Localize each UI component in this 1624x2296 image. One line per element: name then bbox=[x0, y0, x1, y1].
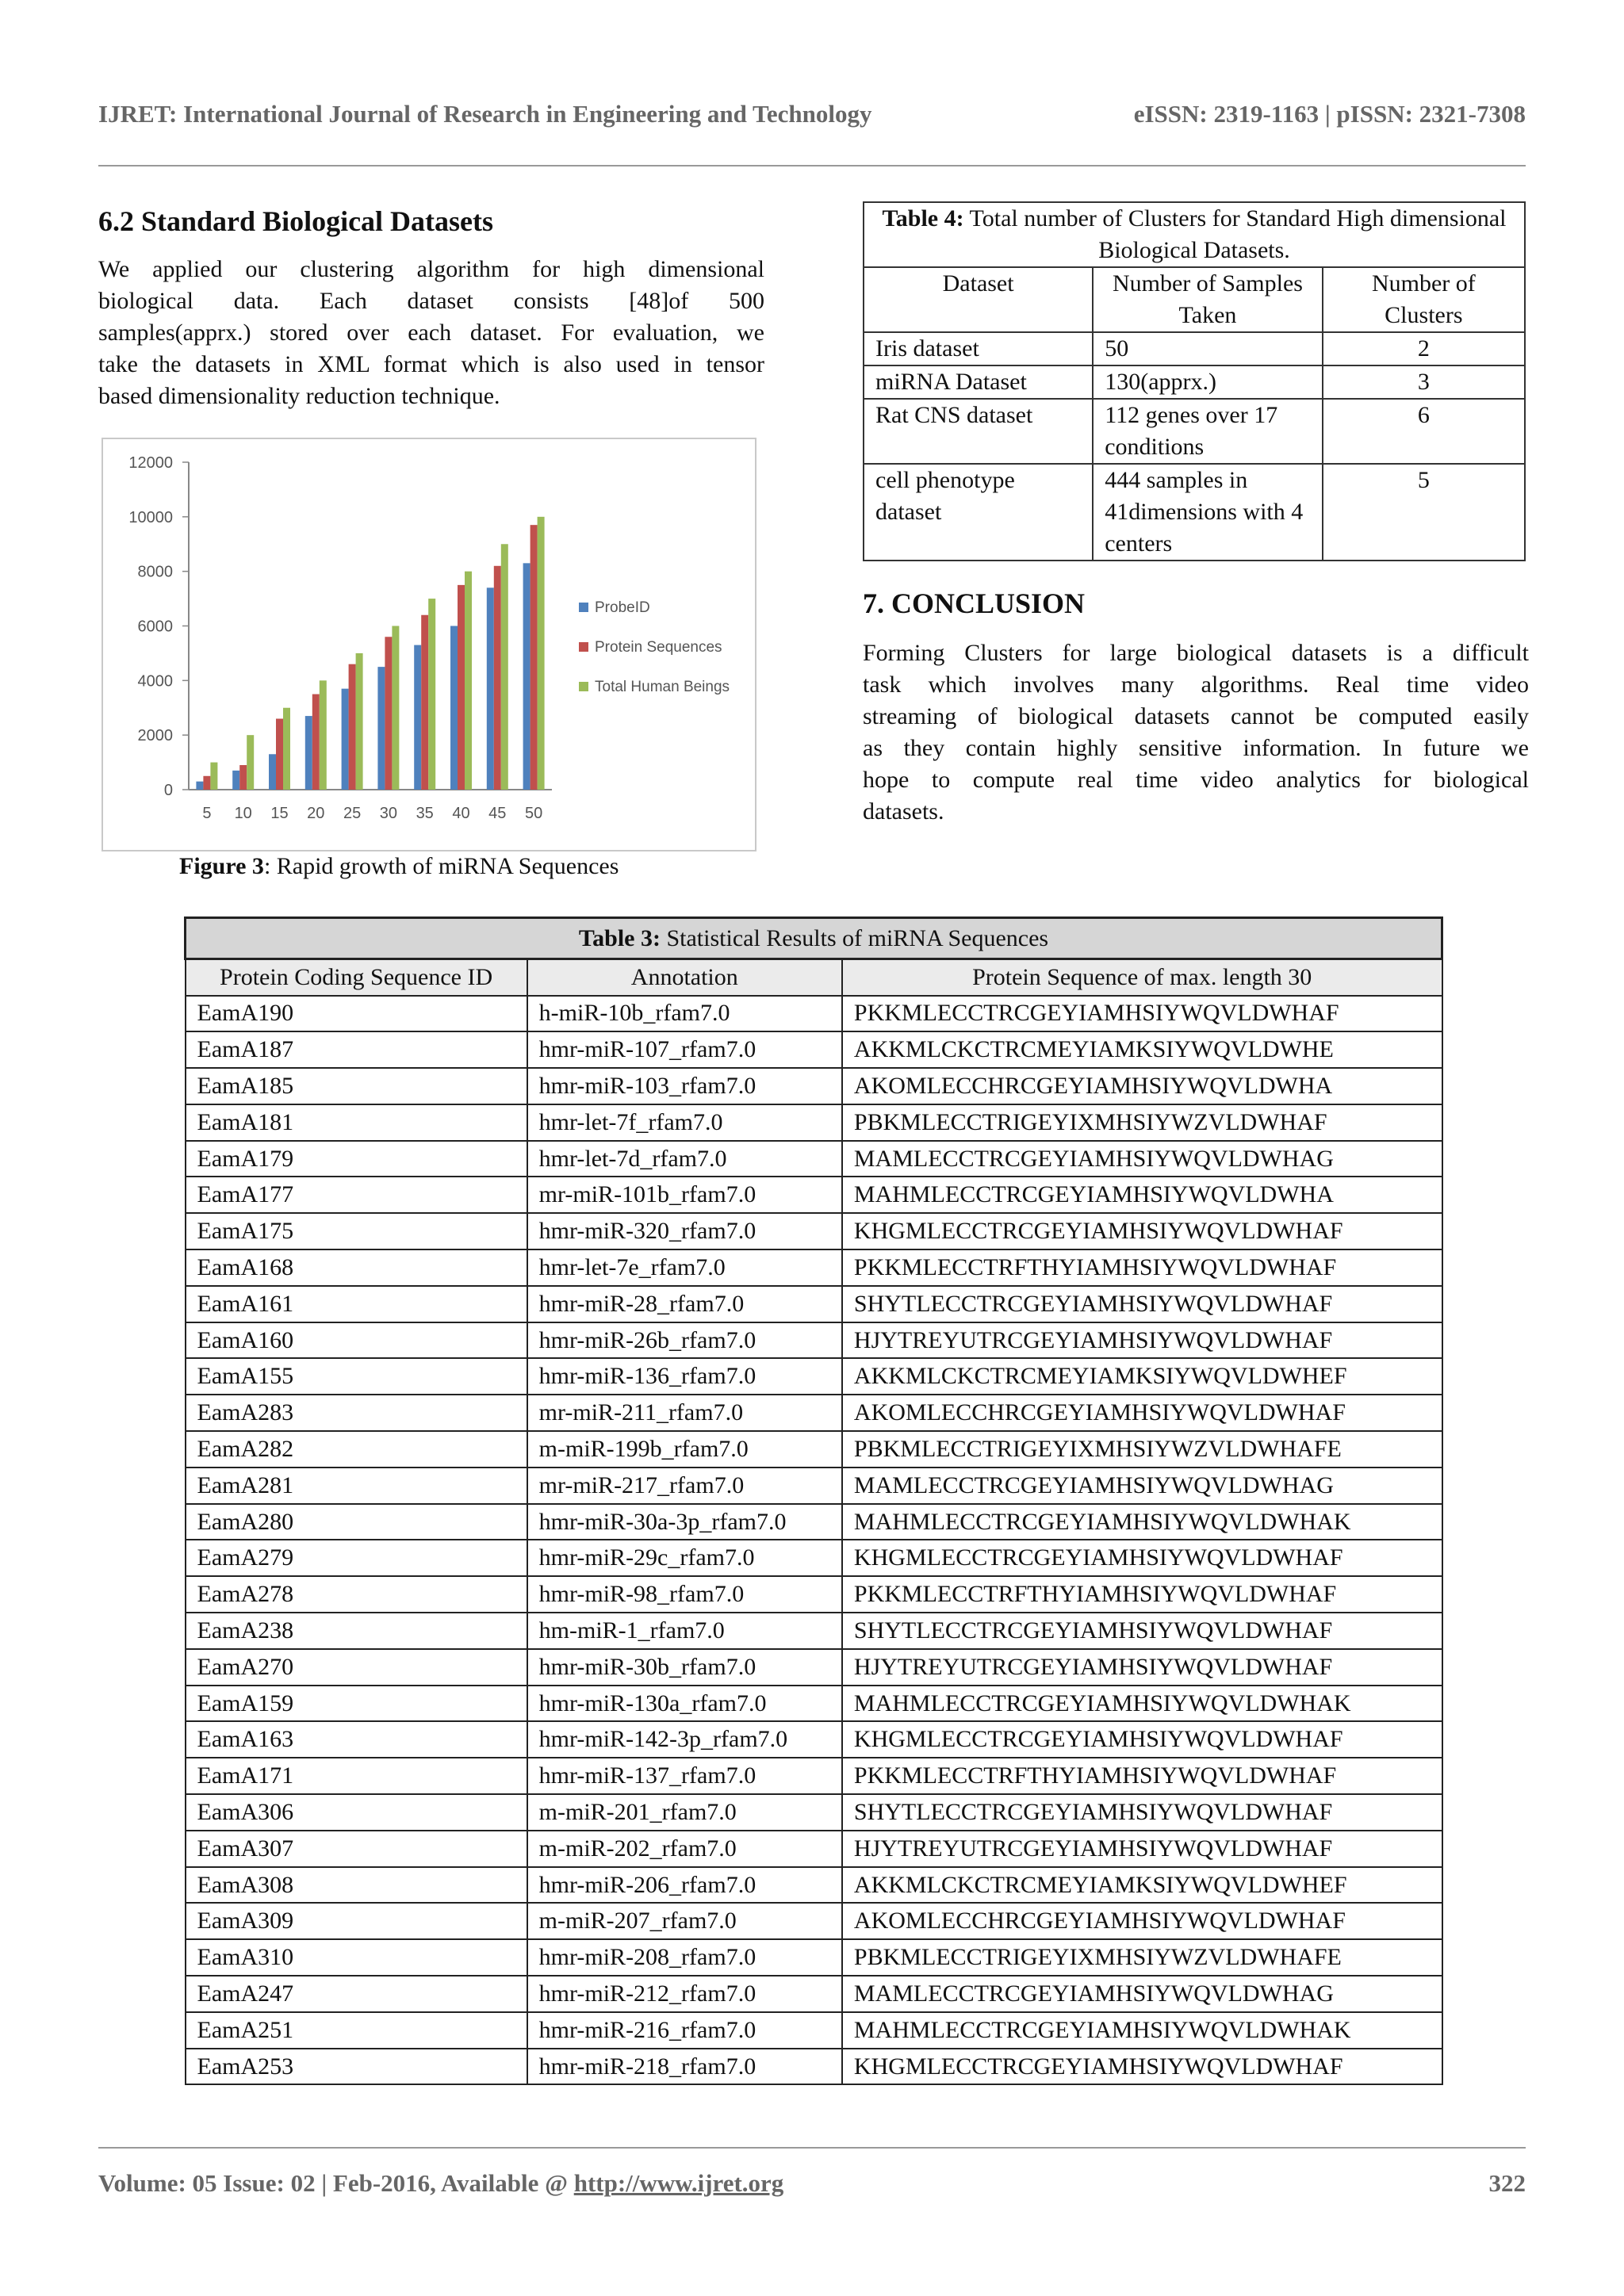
table-cell: 6 bbox=[1323, 399, 1525, 464]
bar bbox=[196, 782, 203, 790]
table-cell: 130(apprx.) bbox=[1093, 365, 1322, 399]
table-cell: 3 bbox=[1323, 365, 1525, 399]
table-cell: EamA185 bbox=[186, 1068, 527, 1104]
table-cell: EamA278 bbox=[186, 1576, 527, 1613]
table-header-cell: Number of Samples Taken bbox=[1093, 267, 1322, 332]
table-4-caption-label: Table 4: bbox=[882, 205, 964, 232]
table-cell: EamA283 bbox=[186, 1395, 527, 1431]
bar bbox=[377, 667, 385, 790]
bar bbox=[239, 765, 247, 790]
table-cell: MAMLECCTRCGEYIAMHSIYWQVLDWHAG bbox=[842, 1468, 1442, 1504]
table-row bbox=[186, 1249, 1442, 1286]
table-cell: mr-miR-217_rfam7.0 bbox=[527, 1468, 842, 1504]
table-4-header-row bbox=[864, 267, 1525, 332]
table-cell: cell phenotype dataset bbox=[864, 464, 1093, 561]
y-tick-label: 0 bbox=[163, 782, 173, 799]
table-header-cell: Number of Clusters bbox=[1323, 267, 1525, 332]
footer-volume-text: Volume: 05 Issue: 02 | Feb-2016, Available @ bbox=[98, 2169, 574, 2197]
bar bbox=[232, 771, 239, 790]
y-tick-label: 12000 bbox=[128, 454, 173, 472]
bar bbox=[414, 645, 421, 790]
bar bbox=[465, 572, 472, 790]
table-cell: hmr-miR-30b_rfam7.0 bbox=[527, 1649, 842, 1686]
table-cell: AKKMLCKCTRCMEYIAMKSIYWQVLDWHEF bbox=[842, 1867, 1442, 1904]
footer-volume bbox=[98, 2169, 783, 2198]
table-cell: EamA177 bbox=[186, 1177, 527, 1213]
bar bbox=[530, 525, 538, 790]
table-row bbox=[186, 1649, 1442, 1686]
paragraph-line: datasets. bbox=[863, 798, 944, 825]
bar bbox=[501, 544, 508, 790]
figure-caption-text: : Rapid growth of miRNA Sequences bbox=[263, 853, 619, 879]
table-cell: hmr-let-7e_rfam7.0 bbox=[527, 1249, 842, 1286]
table-cell: hmr-miR-136_rfam7.0 bbox=[527, 1358, 842, 1395]
table-3-caption bbox=[186, 918, 1442, 959]
table-row bbox=[186, 1468, 1442, 1504]
table-3-caption-text: Statistical Results of miRNA Sequences bbox=[660, 924, 1049, 951]
issn-text: eISSN: 2319-1163 | pISSN: 2321-7308 bbox=[1133, 100, 1526, 128]
table-cell: 444 samples in 41dimensions with 4 centers bbox=[1093, 464, 1322, 561]
bar bbox=[283, 708, 290, 790]
bar bbox=[269, 754, 276, 790]
table-cell: 50 bbox=[1093, 332, 1322, 365]
bar-chart-figure bbox=[102, 438, 756, 851]
table-row bbox=[186, 996, 1442, 1032]
table-cell: AKOMLECCHRCGEYIAMHSIYWQVLDWHAF bbox=[842, 1395, 1442, 1431]
table-cell: EamA179 bbox=[186, 1141, 527, 1177]
x-tick-label: 50 bbox=[524, 805, 543, 822]
bar bbox=[356, 653, 363, 790]
table-row bbox=[186, 1504, 1442, 1540]
table-header-cell: Protein Sequence of max. length 30 bbox=[842, 959, 1442, 996]
table-row bbox=[186, 1867, 1442, 1904]
table-cell: PBKMLECCTRIGEYIXMHSIYWZVLDWHAF bbox=[842, 1104, 1442, 1141]
table-cell: SHYTLECCTRCGEYIAMHSIYWQVLDWHAF bbox=[842, 1794, 1442, 1831]
paragraph-line: streaming of biological datasets cannot be computed easily bbox=[863, 703, 1529, 729]
page-header bbox=[98, 95, 1526, 136]
table-cell: EamA175 bbox=[186, 1213, 527, 1249]
table-cell: miRNA Dataset bbox=[864, 365, 1093, 399]
table-cell: MAMLECCTRCGEYIAMHSIYWQVLDWHAG bbox=[842, 1976, 1442, 2012]
table-cell: PBKMLECCTRIGEYIXMHSIYWZVLDWHAFE bbox=[842, 1431, 1442, 1468]
table-cell: hmr-miR-216_rfam7.0 bbox=[527, 2012, 842, 2049]
table-cell: m-miR-199b_rfam7.0 bbox=[527, 1431, 842, 1468]
table-3-header-row bbox=[186, 959, 1442, 996]
x-tick-label: 45 bbox=[488, 805, 507, 822]
bar bbox=[349, 664, 356, 790]
table-row bbox=[186, 1794, 1442, 1831]
table-row bbox=[864, 399, 1525, 464]
table-row bbox=[864, 464, 1525, 561]
bar-chart bbox=[103, 439, 755, 850]
journal-link[interactable]: http://www.ijret.org bbox=[573, 2169, 784, 2197]
table-cell: EamA187 bbox=[186, 1031, 527, 1068]
table-row bbox=[186, 2049, 1442, 2085]
bar bbox=[538, 517, 545, 790]
table-row bbox=[186, 1141, 1442, 1177]
table-row bbox=[186, 1431, 1442, 1468]
x-tick-label: 20 bbox=[307, 805, 325, 822]
table-cell: EamA309 bbox=[186, 1903, 527, 1939]
table-cell: hmr-miR-30a-3p_rfam7.0 bbox=[527, 1504, 842, 1540]
legend-swatch bbox=[579, 603, 588, 612]
bar bbox=[247, 735, 254, 790]
table-cell: EamA307 bbox=[186, 1831, 527, 1867]
table-row bbox=[186, 1213, 1442, 1249]
legend-swatch bbox=[579, 682, 588, 691]
paragraph-line: biological data. Each dataset consists [48]of 500 bbox=[98, 288, 764, 314]
header-divider bbox=[98, 165, 1526, 166]
y-tick-label: 2000 bbox=[137, 727, 173, 745]
table-row bbox=[186, 1613, 1442, 1649]
bar bbox=[487, 587, 494, 790]
table-cell: EamA160 bbox=[186, 1322, 527, 1359]
journal-title: IJRET: International Journal of Research in Engineering and Technology bbox=[98, 100, 872, 128]
table-cell: hmr-miR-320_rfam7.0 bbox=[527, 1213, 842, 1249]
table-cell: AKOMLECCHRCGEYIAMHSIYWQVLDWHA bbox=[842, 1068, 1442, 1104]
bar bbox=[305, 716, 312, 790]
bar bbox=[312, 695, 320, 790]
table-row bbox=[186, 1903, 1442, 1939]
bar bbox=[494, 566, 501, 790]
table-cell: EamA159 bbox=[186, 1686, 527, 1722]
table-cell: hmr-let-7f_rfam7.0 bbox=[527, 1104, 842, 1141]
table-4 bbox=[863, 201, 1526, 561]
table-cell: m-miR-201_rfam7.0 bbox=[527, 1794, 842, 1831]
x-tick-label: 40 bbox=[452, 805, 470, 822]
table-cell: EamA306 bbox=[186, 1794, 527, 1831]
table-cell: EamA247 bbox=[186, 1976, 527, 2012]
table-cell: PKKMLECCTRFTHYIAMHSIYWQVLDWHAF bbox=[842, 1576, 1442, 1613]
table-cell: hmr-miR-28_rfam7.0 bbox=[527, 1286, 842, 1322]
table-row bbox=[186, 1031, 1442, 1068]
legend-label: Protein Sequences bbox=[595, 639, 722, 656]
paragraph-line: We applied our clustering algorithm for high dimensional bbox=[98, 256, 764, 282]
table-cell: SHYTLECCTRCGEYIAMHSIYWQVLDWHAF bbox=[842, 1286, 1442, 1322]
table-cell: EamA161 bbox=[186, 1286, 527, 1322]
table-cell: hmr-miR-142-3p_rfam7.0 bbox=[527, 1721, 842, 1758]
table-cell: hmr-miR-130a_rfam7.0 bbox=[527, 1686, 842, 1722]
table-cell: hmr-miR-29c_rfam7.0 bbox=[527, 1540, 842, 1576]
table-cell: m-miR-202_rfam7.0 bbox=[527, 1831, 842, 1867]
table-cell: EamA279 bbox=[186, 1540, 527, 1576]
table-row bbox=[186, 1322, 1442, 1359]
table-cell: EamA181 bbox=[186, 1104, 527, 1141]
table-cell: EamA308 bbox=[186, 1867, 527, 1904]
table-cell: PBKMLECCTRIGEYIXMHSIYWZVLDWHAFE bbox=[842, 1939, 1442, 1976]
y-tick-label: 4000 bbox=[137, 672, 173, 691]
table-4-caption bbox=[864, 202, 1525, 267]
table-cell: EamA310 bbox=[186, 1939, 527, 1976]
table-cell: hm-miR-1_rfam7.0 bbox=[527, 1613, 842, 1649]
x-tick-label: 10 bbox=[234, 805, 252, 822]
table-cell: 112 genes over 17 conditions bbox=[1093, 399, 1322, 464]
table-row bbox=[186, 1576, 1442, 1613]
table-cell: AKKMLCKCTRCMEYIAMKSIYWQVLDWHE bbox=[842, 1031, 1442, 1068]
table-cell: EamA251 bbox=[186, 2012, 527, 2049]
table-cell: SHYTLECCTRCGEYIAMHSIYWQVLDWHAF bbox=[842, 1613, 1442, 1649]
table-row bbox=[186, 1358, 1442, 1395]
bar bbox=[276, 719, 283, 790]
table-row bbox=[186, 1177, 1442, 1213]
y-tick-label: 6000 bbox=[137, 618, 173, 636]
bar bbox=[450, 626, 458, 790]
table-row bbox=[864, 365, 1525, 399]
table-row bbox=[186, 1286, 1442, 1322]
table-cell: mr-miR-101b_rfam7.0 bbox=[527, 1177, 842, 1213]
legend-swatch bbox=[579, 642, 588, 652]
table-cell: PKKMLECCTRCGEYIAMHSIYWQVLDWHAF bbox=[842, 996, 1442, 1032]
table-cell: 5 bbox=[1323, 464, 1525, 561]
table-cell: m-miR-207_rfam7.0 bbox=[527, 1903, 842, 1939]
y-tick-label: 8000 bbox=[137, 563, 173, 581]
x-tick-label: 30 bbox=[379, 805, 398, 822]
table-cell: EamA282 bbox=[186, 1431, 527, 1468]
footer-divider bbox=[98, 2147, 1526, 2149]
table-row bbox=[186, 1686, 1442, 1722]
table-cell: KHGMLECCTRCGEYIAMHSIYWQVLDWHAF bbox=[842, 1213, 1442, 1249]
bar bbox=[203, 776, 210, 790]
table-cell: AKOMLECCHRCGEYIAMHSIYWQVLDWHAF bbox=[842, 1903, 1442, 1939]
table-cell: KHGMLECCTRCGEYIAMHSIYWQVLDWHAF bbox=[842, 1721, 1442, 1758]
table-cell: HJYTREYUTRCGEYIAMHSIYWQVLDWHAF bbox=[842, 1322, 1442, 1359]
bar bbox=[458, 585, 465, 790]
paragraph-line: hope to compute real time video analytics for biological bbox=[863, 767, 1529, 793]
table-cell: HJYTREYUTRCGEYIAMHSIYWQVLDWHAF bbox=[842, 1831, 1442, 1867]
table-cell: EamA270 bbox=[186, 1649, 527, 1686]
table-row bbox=[186, 1939, 1442, 1976]
section-paragraph bbox=[98, 254, 764, 412]
table-3-caption-label: Table 3: bbox=[578, 924, 661, 951]
table-row bbox=[186, 1068, 1442, 1104]
table-cell: MAMLECCTRCGEYIAMHSIYWQVLDWHAG bbox=[842, 1141, 1442, 1177]
table-row bbox=[186, 1758, 1442, 1794]
table-header-cell: Dataset bbox=[864, 267, 1093, 332]
page-number: 322 bbox=[1488, 2169, 1526, 2197]
bar bbox=[523, 563, 530, 790]
bar bbox=[342, 689, 349, 790]
x-tick-label: 5 bbox=[202, 805, 212, 822]
table-cell: hmr-miR-103_rfam7.0 bbox=[527, 1068, 842, 1104]
paragraph-line: as they contain highly sensitive information. In future we bbox=[863, 735, 1529, 761]
table-cell: EamA190 bbox=[186, 996, 527, 1032]
bar bbox=[428, 599, 435, 790]
paragraph-line: samples(apprx.) stored over each dataset. For evaluation, we bbox=[98, 320, 764, 346]
table-cell: hmr-miR-26b_rfam7.0 bbox=[527, 1322, 842, 1359]
figure-caption bbox=[179, 853, 619, 880]
table-row bbox=[186, 1395, 1442, 1431]
table-cell: EamA168 bbox=[186, 1249, 527, 1286]
paragraph-line: Forming Clusters for large biological datasets is a difficult bbox=[863, 640, 1529, 666]
table-row bbox=[186, 1721, 1442, 1758]
table-cell: AKKMLCKCTRCMEYIAMKSIYWQVLDWHEF bbox=[842, 1358, 1442, 1395]
table-3-caption-row bbox=[186, 918, 1442, 959]
figure-caption-label: Figure 3 bbox=[179, 853, 264, 879]
x-tick-label: 25 bbox=[343, 805, 362, 822]
legend-label: Total Human Beings bbox=[595, 679, 730, 695]
table-row bbox=[186, 2012, 1442, 2049]
table-cell: KHGMLECCTRCGEYIAMHSIYWQVLDWHAF bbox=[842, 2049, 1442, 2085]
table-3 bbox=[184, 916, 1443, 2085]
table-cell: hmr-miR-208_rfam7.0 bbox=[527, 1939, 842, 1976]
table-cell: MAHMLECCTRCGEYIAMHSIYWQVLDWHAK bbox=[842, 1686, 1442, 1722]
paragraph-line: based dimensionality reduction technique. bbox=[98, 383, 500, 409]
table-cell: EamA280 bbox=[186, 1504, 527, 1540]
table-cell: EamA253 bbox=[186, 2049, 527, 2085]
y-tick-label: 10000 bbox=[128, 508, 173, 526]
table-cell: hmr-miR-137_rfam7.0 bbox=[527, 1758, 842, 1794]
table-header-cell: Protein Coding Sequence ID bbox=[186, 959, 527, 996]
table-cell: Iris dataset bbox=[864, 332, 1093, 365]
table-cell: MAHMLECCTRCGEYIAMHSIYWQVLDWHAK bbox=[842, 2012, 1442, 2049]
table-row bbox=[186, 1540, 1442, 1576]
table-cell: hmr-miR-218_rfam7.0 bbox=[527, 2049, 842, 2085]
conclusion-heading: 7. CONCLUSION bbox=[863, 587, 1086, 619]
table-cell: PKKMLECCTRFTHYIAMHSIYWQVLDWHAF bbox=[842, 1758, 1442, 1794]
table-header-cell: Annotation bbox=[527, 959, 842, 996]
table-row bbox=[186, 1104, 1442, 1141]
paragraph-line: task which involves many algorithms. Real time video bbox=[863, 672, 1529, 698]
table-cell: PKKMLECCTRFTHYIAMHSIYWQVLDWHAF bbox=[842, 1249, 1442, 1286]
table-cell: hmr-miR-98_rfam7.0 bbox=[527, 1576, 842, 1613]
table-cell: hmr-miR-206_rfam7.0 bbox=[527, 1867, 842, 1904]
table-cell: MAHMLECCTRCGEYIAMHSIYWQVLDWHAK bbox=[842, 1504, 1442, 1540]
legend-label: ProbeID bbox=[595, 599, 650, 616]
table-row bbox=[186, 1976, 1442, 2012]
bar bbox=[392, 626, 399, 790]
table-cell: hmr-miR-107_rfam7.0 bbox=[527, 1031, 842, 1068]
bar bbox=[385, 637, 392, 790]
table-cell: 2 bbox=[1323, 332, 1525, 365]
table-cell: h-miR-10b_rfam7.0 bbox=[527, 996, 842, 1032]
table-4-caption-text: Total number of Clusters for Standard High dimensional Biological Datasets. bbox=[963, 205, 1507, 263]
table-cell: HJYTREYUTRCGEYIAMHSIYWQVLDWHAF bbox=[842, 1649, 1442, 1686]
table-row bbox=[186, 1831, 1442, 1867]
table-row bbox=[864, 332, 1525, 365]
table-cell: EamA281 bbox=[186, 1468, 527, 1504]
section-heading: 6.2 Standard Biological Datasets bbox=[98, 205, 494, 237]
table-cell: EamA155 bbox=[186, 1358, 527, 1395]
table-cell: MAHMLECCTRCGEYIAMHSIYWQVLDWHA bbox=[842, 1177, 1442, 1213]
bar bbox=[421, 615, 428, 790]
conclusion-paragraph bbox=[863, 637, 1529, 828]
x-tick-label: 35 bbox=[416, 805, 434, 822]
table-cell: EamA163 bbox=[186, 1721, 527, 1758]
table-cell: KHGMLECCTRCGEYIAMHSIYWQVLDWHAF bbox=[842, 1540, 1442, 1576]
table-cell: hmr-miR-212_rfam7.0 bbox=[527, 1976, 842, 2012]
paragraph-line: take the datasets in XML format which is also used in tensor bbox=[98, 351, 764, 377]
x-tick-label: 15 bbox=[270, 805, 289, 822]
table-cell: EamA238 bbox=[186, 1613, 527, 1649]
bar bbox=[210, 763, 217, 790]
bar bbox=[320, 680, 327, 790]
table-cell: EamA171 bbox=[186, 1758, 527, 1794]
table-cell: Rat CNS dataset bbox=[864, 399, 1093, 464]
table-cell: mr-miR-211_rfam7.0 bbox=[527, 1395, 842, 1431]
table-cell: hmr-let-7d_rfam7.0 bbox=[527, 1141, 842, 1177]
